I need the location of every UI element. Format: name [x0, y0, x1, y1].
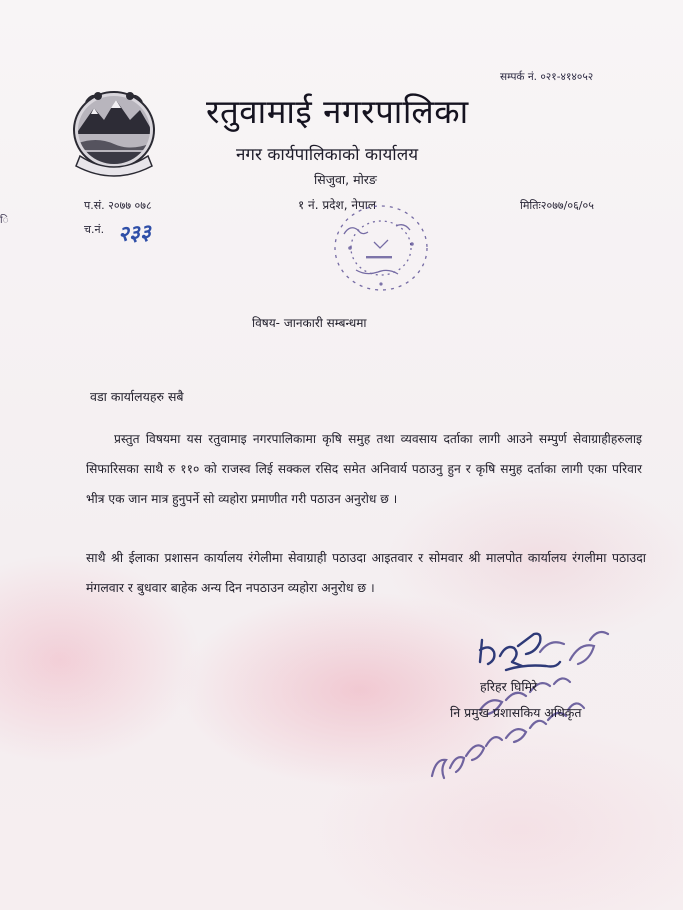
municipality-title: रतुवामाई नगरपालिका [206, 92, 469, 131]
margin-mark: ि [0, 215, 9, 226]
letter-date: मितिः२०७७/०६/०५ [520, 199, 594, 212]
address-line-1: सिजुवा, मोरङ [314, 172, 377, 187]
chalan-label: च.नं. [84, 223, 105, 236]
office-name: नगर कार्यपालिकाको कार्यालय [236, 145, 419, 165]
address-line-2: १ नं. प्रदेश, नेपाल [298, 198, 377, 212]
letter-paragraph-2: साथै श्री ईलाका प्रशासन कार्यालय रंगेलीमा सेवाग्राही पठाउदा आइतवार र सोमवार श्री मालपोत कार्यालय रंगलीमा पठाउदा मंगलवार र बुधवार बाहेक अन्य दिन नपठाउन व्यहोरा अनुरोध छ । [86, 550, 646, 595]
letter-subject: विषय- जानकारी सम्बन्धमा [252, 316, 367, 330]
nepal-emblem-icon [66, 86, 162, 178]
letter-paragraph-1: प्रस्तुत विषयमा यस रतुवामाइ नगरपालिकामा कृषि समुह तथा व्यवसाय दर्ताका लागी आउने सम्पुर्ण सेवाग्राहीहरुलाइ सिफारिसका साथै रु ११० को राजस्व लिई सक्कल रसिद समेत अनिवार्य पठाउनु हुन र कृषि समुह दर्ताका लागी एका परिवार भीत्र एक जान मात्र हुनुपर्ने सो व्यहोरा प्रमाणीत गरी पठाउन अनुरोध छ । [86, 432, 642, 506]
signatory-designation: नि प्रमुख प्रशासकिय अधिकृत [450, 705, 582, 720]
contact-number: सम्पर्क नं. ०२१-४१४०५२ [500, 71, 594, 83]
chalan-number: २३३ [117, 218, 152, 247]
office-seal-stamp-icon [326, 196, 436, 300]
letter-recipient: वडा कार्यालयहरु सबै [90, 389, 184, 404]
signatory-name: हरिहर घिमिरे [480, 679, 538, 694]
reference-number: प.सं. २०७७ ०७८ [84, 199, 152, 212]
handwritten-signature-icon [476, 626, 566, 682]
